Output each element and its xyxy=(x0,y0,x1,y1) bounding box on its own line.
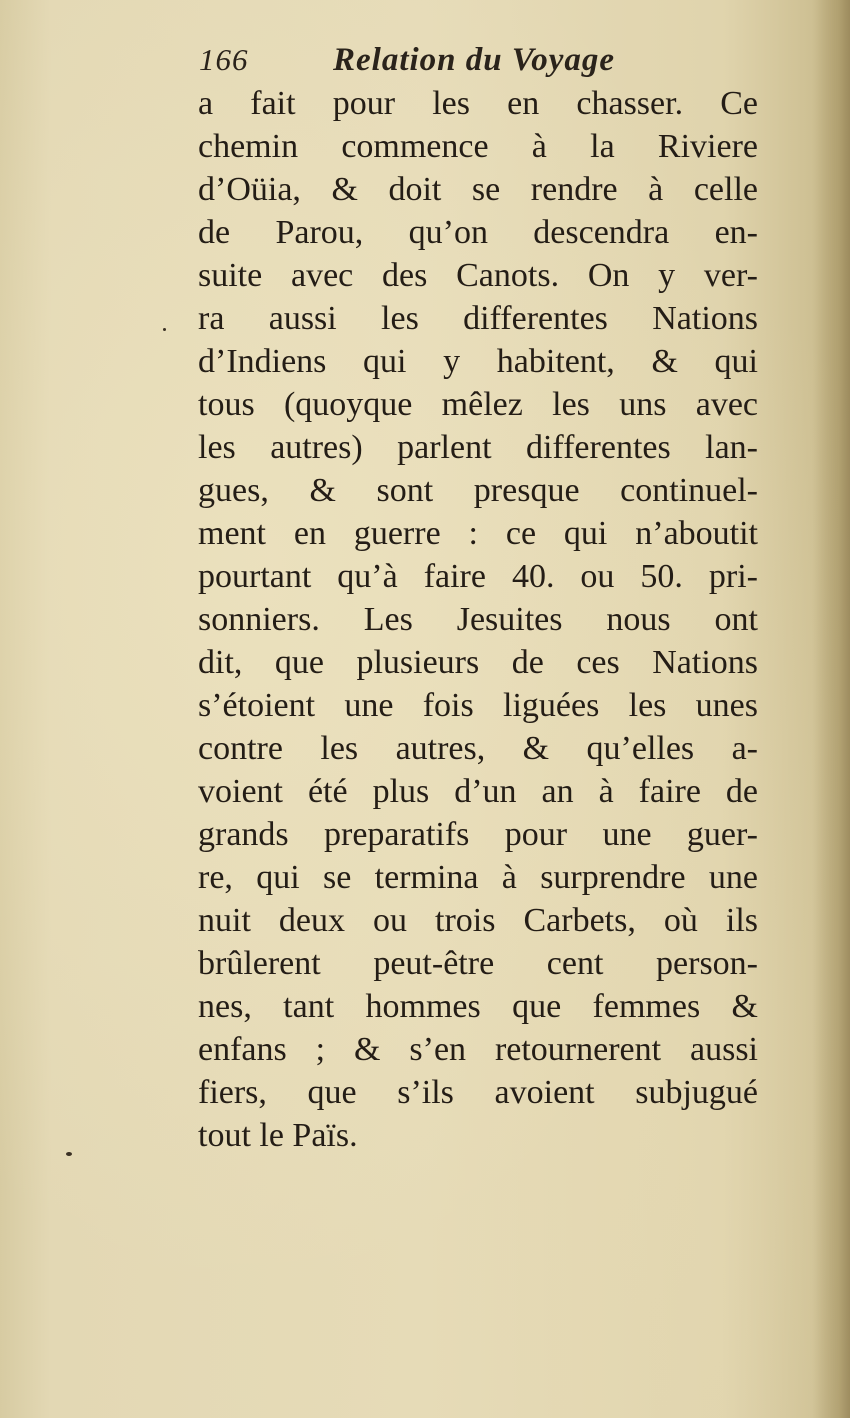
text-line: pourtant qu’à faire 40. ou 50. pri- xyxy=(198,558,758,595)
text-line: fiers, que s’ils avoient subjugué xyxy=(198,1074,758,1111)
text-line: de Parou, qu’on descendra en- xyxy=(198,214,758,251)
page-edge-shadow xyxy=(812,0,850,1418)
text-line: suite avec des Canots. On y ver- xyxy=(198,257,758,294)
running-title: Relation du Voyage xyxy=(333,42,616,78)
text-line: les autres) parlent differentes lan- xyxy=(198,429,758,466)
text-line: s’étoient une fois liguées les unes xyxy=(198,687,758,724)
ink-speck xyxy=(163,328,166,331)
text-line: ra aussi les differentes Nations xyxy=(198,300,758,337)
text-line: tout le Païs. xyxy=(198,1117,358,1154)
text-line: nuit deux ou trois Carbets, où ils xyxy=(198,902,758,939)
text-line: ment en guerre : ce qui n’aboutit xyxy=(198,515,758,552)
text-line: contre les autres, & qu’elles a- xyxy=(198,730,758,767)
text-line: sonniers. Les Jesuites nous ont xyxy=(198,601,758,638)
text-line: gues, & sont presque continuel- xyxy=(198,472,758,509)
ink-speck xyxy=(66,1152,72,1156)
text-line: chemin commence à la Riviere xyxy=(198,128,758,165)
text-line: d’Oüia, & doit se rendre à celle xyxy=(198,171,758,208)
text-line: dit, que plusieurs de ces Nations xyxy=(198,644,758,681)
text-line: voient été plus d’un an à faire de xyxy=(198,773,758,810)
text-line: brûlerent peut-être cent person- xyxy=(198,945,758,982)
text-line: tous (quoyque mêlez les uns avec xyxy=(198,386,758,423)
body-text xyxy=(198,82,758,1157)
text-line: a fait pour les en chasser. Ce xyxy=(198,85,758,122)
text-line: enfans ; & s’en retournerent aussi xyxy=(198,1031,758,1068)
text-line: grands preparatifs pour une guer- xyxy=(198,816,758,853)
text-line: d’Indiens qui y habitent, & qui xyxy=(198,343,758,380)
text-line: nes, tant hommes que femmes & xyxy=(198,988,758,1025)
text-line: re, qui se termina à surprendre une xyxy=(198,859,758,896)
page-number: 166 xyxy=(199,42,249,77)
